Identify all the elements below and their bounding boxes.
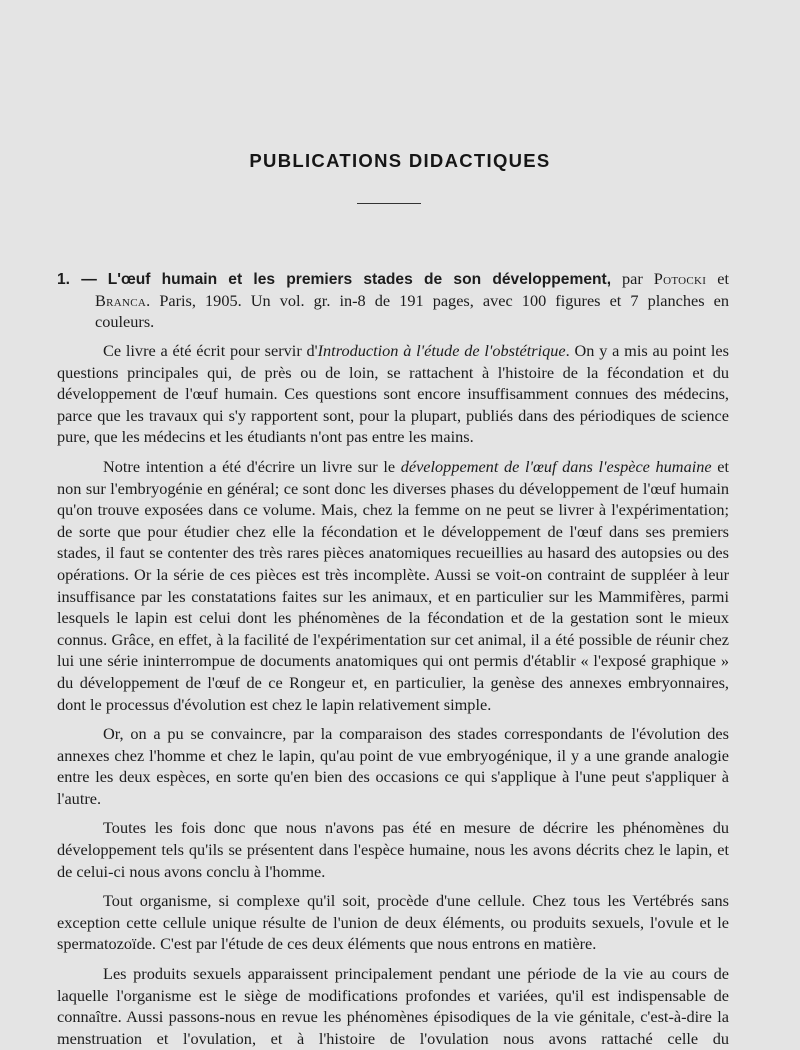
page-heading: PUBLICATIONS DIDACTIQUES bbox=[249, 150, 551, 171]
heading-divider bbox=[357, 203, 421, 204]
paragraph-1: Ce livre a été écrit pour servir d'Introduction à l'étude de l'obstétrique. On y a mis au point les questions principales qui, de près ou de loin, se rattachent à l'histoire de la fécondation et du développement de l'œuf humain. Ces questions sont encore insuffisamment connues des médecins, parce que les travaux qui s'y rapportent sont, pour la plupart, publiés dans des périodiques de science pure, que les médecins et les étudiants n'ont pas entre les mains. bbox=[57, 341, 729, 447]
entry-by: par bbox=[622, 269, 643, 288]
entry-author-1: Potocki bbox=[653, 269, 707, 288]
book-title-italic: Introduction à l'étude de l'obstétrique bbox=[317, 341, 566, 360]
paragraph-6: Les produits sexuels apparaissent principalement pendant une période de la vie au cours de laquelle l'organisme est le siège de modifications profondes et variées, qu'il est indispensable de connaître. Aussi passons-nous en revue les phénomènes épisodiques de la vie génitale, c'est-à-dire la menstruation et l'ovulation, et à l'histoire de l'ovulation nous avons rattaché celle du bbox=[57, 964, 729, 1048]
bibliography-entry bbox=[57, 268, 729, 332]
entry-publication-details: Paris, 1905. Un vol. gr. in-8 de 191 pages, avec 100 figures et 7 planches en bbox=[159, 291, 730, 310]
entry-number: 1. — bbox=[57, 271, 97, 288]
paragraph-5: Tout organisme, si complexe qu'il soit, procède d'une cellule. Chez tous les Vertébrés sans exception cette cellule unique résulte de l'union de deux éléments, ou produits sexuels, l'ovule et le spermatozoïde. C'est par l'étude de ces deux éléments que nous entrons en matière. bbox=[57, 891, 729, 954]
entry-author-2: Branca bbox=[95, 291, 147, 310]
entry-title: L'œuf humain et les premiers stades de son développement, bbox=[107, 271, 612, 288]
entry-and: et bbox=[717, 269, 729, 288]
body-text bbox=[57, 340, 729, 1049]
paragraph-4: Toutes les fois donc que nous n'avons pas été en mesure de décrire les phénomènes du développement tels qu'ils se présentent dans l'espèce humaine, nous les avons décrits chez le lapin, et de celui-ci nous avons conclu à l'homme. bbox=[57, 818, 729, 881]
paragraph-2: Notre intention a été d'écrire un livre sur le développement de l'œuf dans l'espèce humaine et non sur l'embryogénie en général; ce sont donc les diverses phases du développement de l'œuf humain qu'on trouve exposées dans ce volume. Mais, chez la femme on ne peut se livrer à l'expérimentation; de sorte que pour étudier chez elle la fécondation et le développement de l'œuf dans ses premiers stades, il faut se contenter des très rares pièces anatomiques recueillies au hasard des autopsies ou des opérations. Or la série de ces pièces est très incomplète. Aussi se voit-on contraint de suppléer à leur insuffisance par les constatations faites sur les animaux, et en particulier sur les Mammifères, parmi lesquels le lapin est celui dont les phénomènes de la fécondation et de la gestation sont le mieux connus. Grâce, en effet, à la facilité de l'expérimentation sur cet animal, il a été possible de réunir chez lui une série ininterrompue de documents anatomiques qui ont permis d'établir « l'exposé graphique » du développement de l'œuf de ce Rongeur et, en particulier, la genèse des annexes embryonnaires, dont le processus d'évolution est chez le lapin relativement simple. bbox=[57, 456, 729, 714]
entry-details: Branca. Paris, 1905. Un vol. gr. in-8 de 191 pages, avec 100 figures et 7 planches en couleurs. bbox=[95, 291, 730, 331]
entry-details-end: couleurs. bbox=[95, 312, 155, 331]
entry-first-line bbox=[57, 268, 729, 290]
topic-italic: développement de l'œuf dans l'espèce humaine bbox=[400, 456, 712, 476]
paragraph-3: Or, on a pu se convaincre, par la comparaison des stades correspondants de l'évolution des annexes chez l'homme et chez le lapin, qu'au point de vue embryogénique, il y a une grande analogie entre les deux espèces, en sorte qu'en bien des occasions ce qui s'applique à l'une peut s'appliquer à l'autre. bbox=[57, 724, 729, 808]
